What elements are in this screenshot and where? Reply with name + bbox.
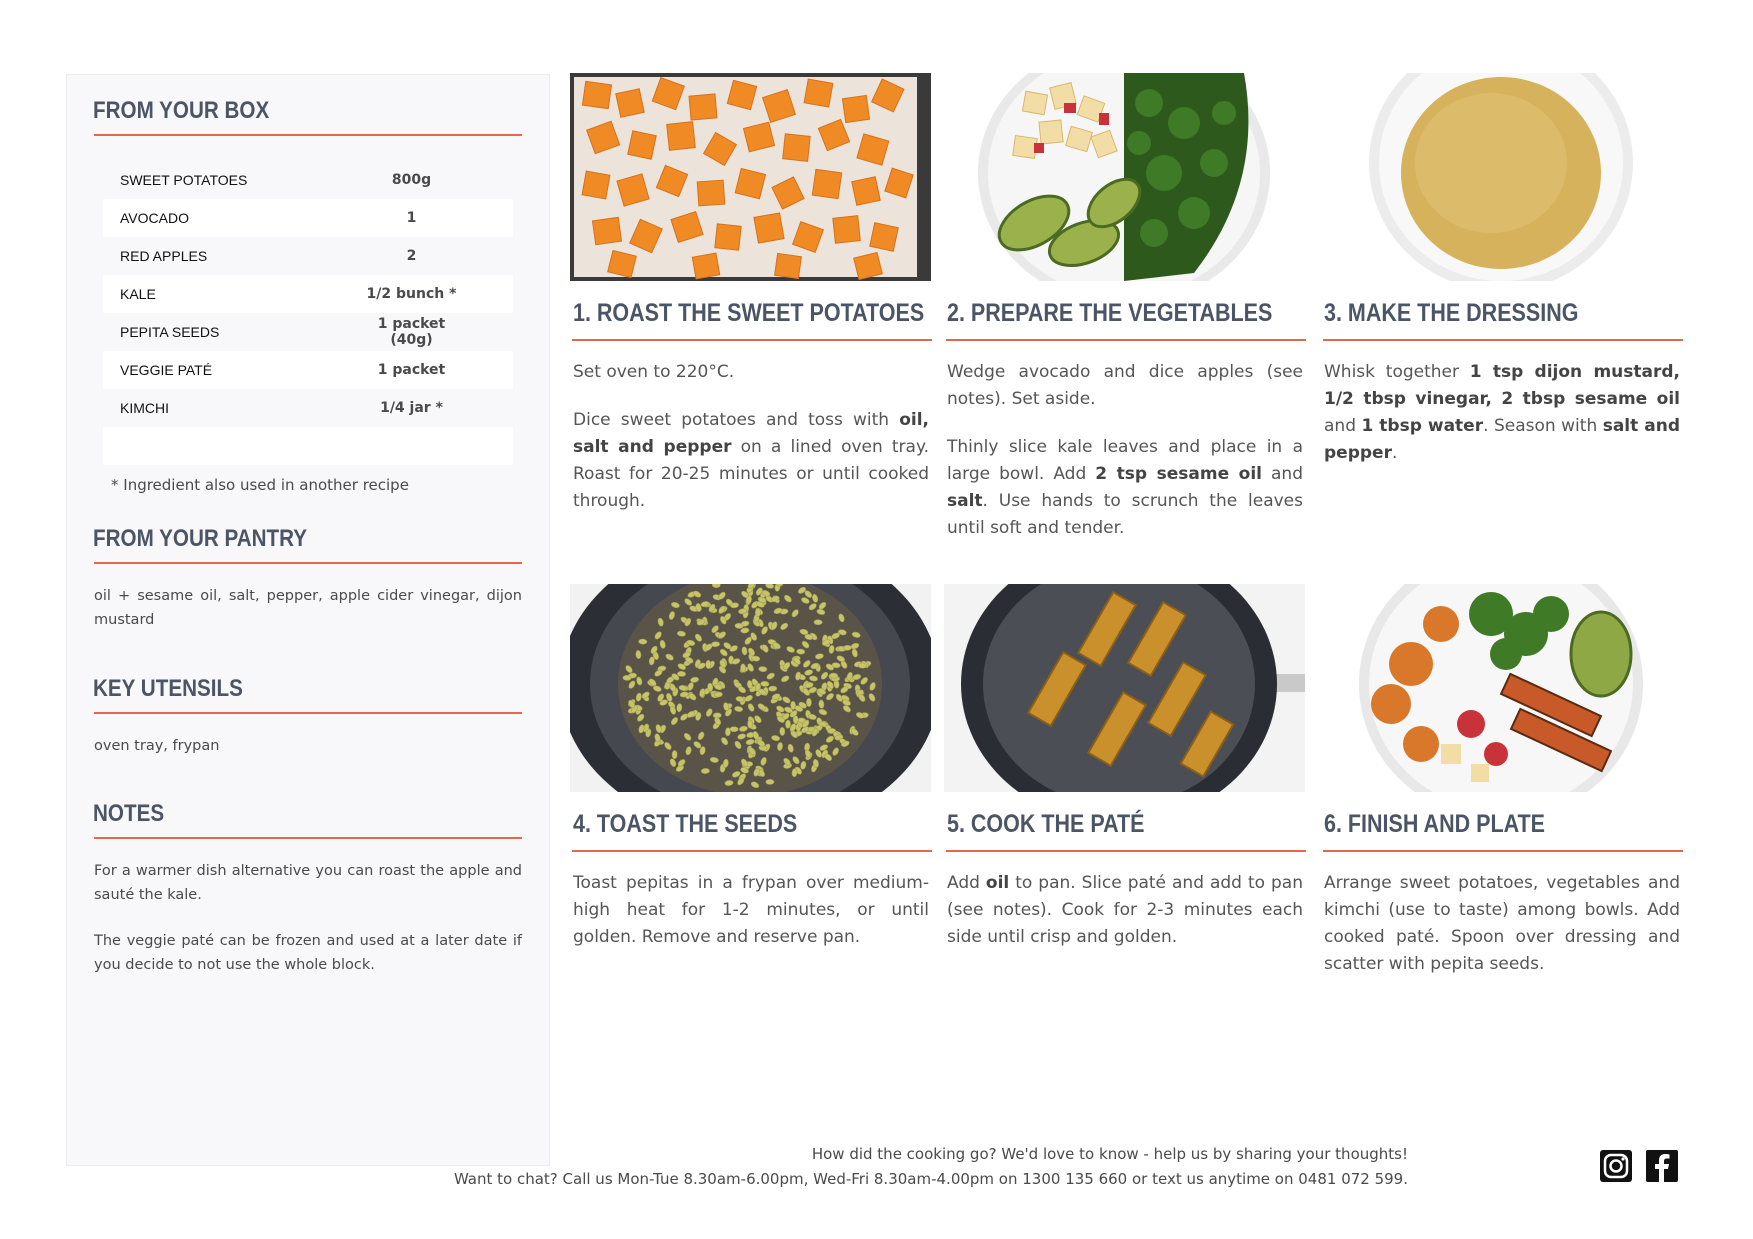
instruction-paragraph: Dice sweet potatoes and toss with oil, salt and pepper on a lined oven tray. Roast for 20-25 minutes or until cooked through. xyxy=(573,410,929,511)
from-your-box-title: FROM YOUR BOX xyxy=(93,97,270,124)
step-title: 5. COOK THE PATÉ xyxy=(947,810,1145,838)
instruction-paragraph: Wedge avocado and dice apples (see notes). Set aside. xyxy=(947,362,1303,409)
step-divider xyxy=(1323,850,1683,852)
instruction-paragraph: Whisk together 1 tsp dijon mustard, 1/2 tbsp vinegar, 2 tbsp sesame oil and 1 tbsp water. Season with salt and pepper. xyxy=(1324,362,1681,463)
step-divider xyxy=(572,339,932,341)
step-instructions xyxy=(947,870,1303,972)
ingredient-row xyxy=(103,313,513,351)
ingredient-qty: 2 xyxy=(406,248,417,264)
section-divider xyxy=(94,712,522,714)
step-title: 1. ROAST THE SWEET POTATOES xyxy=(573,299,925,327)
contact-line: Want to chat? Call us Mon-Tue 8.30am-6.00pm, Wed-Fri 8.30am-4.00pm on 1300 135 660 or text us anytime on 0481 072 599. xyxy=(453,1170,1408,1188)
instruction-paragraph: Arrange sweet potatoes, vegetables and kimchi (use to taste) among bowls. Add cooked paté. Spoon over dressing and scatter with pepita seeds. xyxy=(1324,873,1680,974)
step-divider xyxy=(1323,339,1683,341)
section-divider xyxy=(94,134,522,136)
notes-text-2: The veggie paté can be frozen and used at a later date if you decide to not use the whole block. xyxy=(94,933,522,973)
pate-pan-photo xyxy=(944,584,1305,792)
ingredient-name: SWEET POTATOES xyxy=(120,172,248,188)
step-instructions xyxy=(1324,870,1680,999)
section-divider xyxy=(94,562,522,564)
from-your-pantry-title: FROM YOUR PANTRY xyxy=(93,525,308,552)
step-instructions xyxy=(1324,359,1680,488)
ingredients-panel xyxy=(66,74,550,1166)
ingredient-qty: 1/2 bunch * xyxy=(366,286,457,302)
ingredient-row xyxy=(103,351,513,389)
finished-bowl-photo xyxy=(1321,584,1682,792)
step-title: 2. PREPARE THE VEGETABLES xyxy=(947,299,1273,327)
step-instructions xyxy=(573,870,929,972)
step-divider xyxy=(572,850,932,852)
ingredient-row xyxy=(103,199,513,237)
ingredient-row xyxy=(103,389,513,427)
step-title: 6. FINISH AND PLATE xyxy=(1324,810,1545,838)
ingredient-row xyxy=(103,161,513,199)
step-instructions xyxy=(573,359,929,536)
instruction-paragraph: Set oven to 220°C. xyxy=(573,362,735,382)
sweet-potatoes-photo xyxy=(570,73,931,281)
ingredient-name: AVOCADO xyxy=(120,210,189,226)
vegetables-photo xyxy=(944,73,1305,281)
step-divider xyxy=(946,850,1306,852)
step-title: 4. TOAST THE SEEDS xyxy=(573,810,798,838)
ingredient-row xyxy=(103,237,513,275)
ingredient-name: VEGGIE PATÉ xyxy=(120,362,213,378)
ingredient-row xyxy=(103,275,513,313)
ingredient-name: PEPITA SEEDS xyxy=(120,324,220,340)
toasted-seeds-photo xyxy=(570,584,931,792)
ingredient-qty: 1/4 jar * xyxy=(380,400,443,416)
feedback-footer xyxy=(454,1142,1408,1192)
instruction-paragraph: Toast pepitas in a frypan over medium-high heat for 1-2 minutes, or until golden. Remove and reserve pan. xyxy=(573,873,929,947)
facebook-icon[interactable] xyxy=(1644,1148,1680,1184)
step-title: 3. MAKE THE DRESSING xyxy=(1324,299,1579,327)
ingredient-row-empty xyxy=(103,427,513,465)
ingredient-qty: 800g xyxy=(391,172,432,188)
section-divider xyxy=(94,837,522,839)
notes-title: NOTES xyxy=(93,800,165,827)
ingredients-table xyxy=(103,161,513,465)
step-instructions xyxy=(947,359,1303,563)
step-divider xyxy=(946,339,1306,341)
notes-text-1: For a warmer dish alternative you can roast the apple and sauté the kale. xyxy=(94,863,522,903)
instruction-paragraph: Add oil to pan. Slice paté and add to pan (see notes). Cook for 2-3 minutes each side until crisp and golden. xyxy=(947,873,1303,947)
ingredient-qty: 1 packet (40g) xyxy=(377,316,446,348)
key-utensils-title: KEY UTENSILS xyxy=(93,675,243,702)
dressing-photo xyxy=(1321,73,1682,281)
ingredient-qty: 1 packet xyxy=(377,362,446,378)
ingredient-name: KALE xyxy=(120,286,156,302)
ingredient-qty: 1 xyxy=(406,210,417,226)
utensils-text: oven tray, frypan xyxy=(94,738,220,754)
ingredient-name: KIMCHI xyxy=(120,400,169,416)
instagram-icon[interactable] xyxy=(1598,1148,1634,1184)
feedback-line: How did the cooking go? We'd love to know - help us by sharing your thoughts! xyxy=(811,1145,1408,1163)
instruction-paragraph: Thinly slice kale leaves and place in a large bowl. Add 2 tsp sesame oil and salt. Use hands to scrunch the leaves until soft and tender. xyxy=(947,437,1303,538)
ingredient-name: RED APPLES xyxy=(120,248,208,264)
ingredient-footnote: * Ingredient also used in another recipe xyxy=(111,476,409,494)
pantry-text: oil + sesame oil, salt, pepper, apple cider vinegar, dijon mustard xyxy=(94,588,522,628)
